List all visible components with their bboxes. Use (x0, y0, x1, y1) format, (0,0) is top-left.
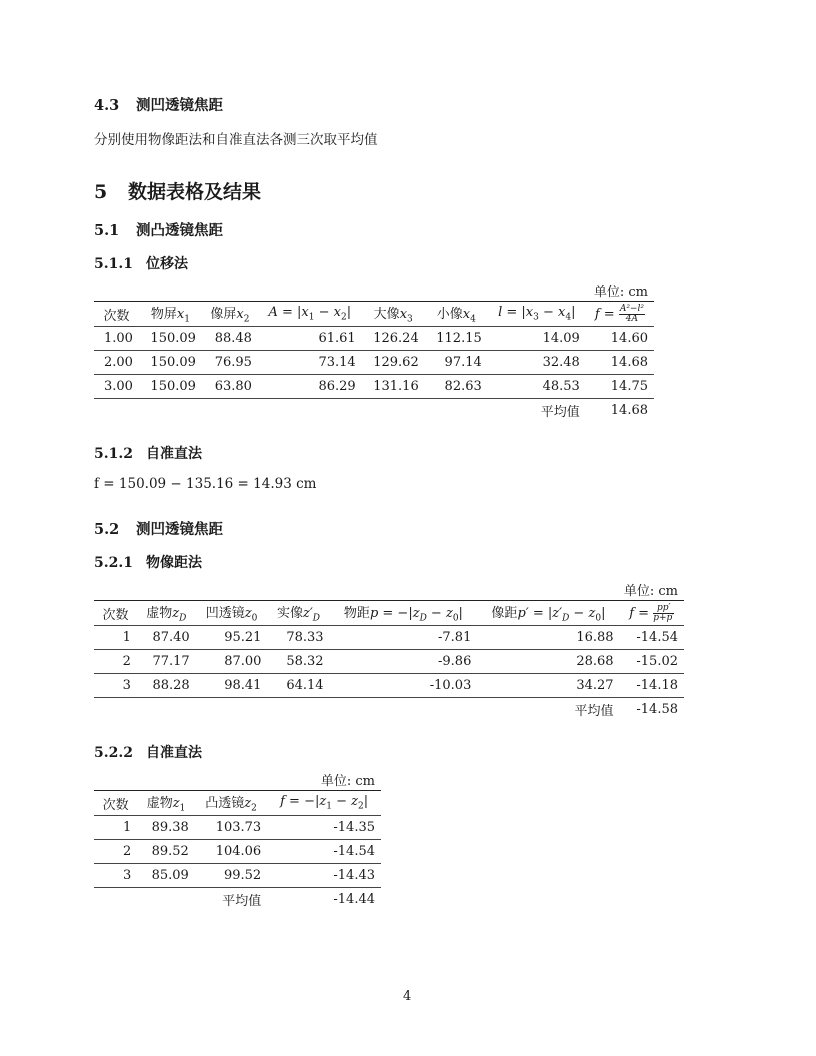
cell: 2 (94, 650, 137, 674)
section-title: 测凸透镜焦距 (136, 222, 223, 239)
table-row (94, 327, 654, 351)
cell: 89.38 (137, 816, 195, 840)
cell: 2.00 (94, 351, 139, 375)
section-number: 5.2.1 (94, 555, 133, 571)
cell: 87.00 (196, 650, 268, 674)
col-header: 小像$x_4$ (425, 302, 488, 327)
heading-5-1-2 (94, 443, 202, 463)
table-object-image-method (94, 578, 684, 721)
average-row (94, 698, 684, 722)
unit-label: 单位: cm (623, 583, 678, 599)
table-row (94, 650, 684, 674)
col-header: f = $\frac{\text{A²−l²}}{4A}$ (586, 302, 654, 327)
cell: 1 (94, 626, 137, 650)
cell: 28.68 (477, 650, 619, 674)
cell: 34.27 (477, 674, 619, 698)
cell: 150.09 (139, 351, 202, 375)
cell: 112.15 (425, 327, 488, 351)
cell: 3.00 (94, 375, 139, 399)
col-header: $l = |x_3 - x_4|$ (488, 302, 586, 327)
cell: 76.95 (202, 351, 258, 375)
cell: 32.48 (488, 351, 586, 375)
cell: 2 (94, 840, 137, 864)
col-header: 次数 (94, 791, 137, 816)
cell: 16.88 (477, 626, 619, 650)
cell: 3 (94, 864, 137, 888)
col-header: 次数 (94, 302, 139, 327)
cell: 89.52 (137, 840, 195, 864)
table-row (94, 864, 381, 888)
table-row (94, 626, 684, 650)
cell: 150.09 (139, 327, 202, 351)
formula-autocollimation: f = 150.09 − 135.16 = 14.93 cm (94, 476, 317, 492)
table-row (94, 351, 654, 375)
table-autocollimation-concave (94, 768, 381, 911)
cell: 85.09 (137, 864, 195, 888)
average-label: 平均值 (540, 405, 580, 420)
col-header: 凸透镜$z_2$ (195, 791, 267, 816)
cell: 73.14 (258, 351, 362, 375)
cell: 87.40 (137, 626, 196, 650)
col-header: 像距$p' = |z'_D - z_0|$ (477, 601, 619, 626)
cell: 48.53 (488, 375, 586, 399)
cell: 82.63 (425, 375, 488, 399)
cell: -14.18 (620, 674, 684, 698)
col-header: 物屏$x_1$ (139, 302, 202, 327)
table-row (94, 840, 381, 864)
average-value: -14.58 (636, 702, 678, 717)
heading-5 (94, 177, 261, 204)
table-row (94, 674, 684, 698)
cell: 95.21 (196, 626, 268, 650)
col-header: 实像$z'_D$ (267, 601, 329, 626)
cell: 98.41 (196, 674, 268, 698)
section-number: 5 (94, 181, 108, 203)
paragraph-4-3: 分别使用物像距法和自准直法各测三次取平均值 (94, 132, 378, 148)
cell: 97.14 (425, 351, 488, 375)
cell: 99.52 (195, 864, 267, 888)
cell: 3 (94, 674, 137, 698)
cell: 78.33 (267, 626, 329, 650)
cell: -7.81 (330, 626, 478, 650)
cell: 14.09 (488, 327, 586, 351)
section-number: 5.1.1 (94, 256, 133, 272)
section-title: 测凹透镜焦距 (136, 521, 223, 538)
section-number: 5.2.2 (94, 745, 133, 761)
col-header: 虚物$z_1$ (137, 791, 195, 816)
heading-4-3 (94, 94, 223, 115)
average-row (94, 399, 654, 423)
cell: 150.09 (139, 375, 202, 399)
section-title: 测凹透镜焦距 (136, 97, 223, 114)
heading-5-2 (94, 518, 223, 539)
cell: 58.32 (267, 650, 329, 674)
cell: 14.60 (586, 327, 654, 351)
cell: -14.54 (620, 626, 684, 650)
cell: 126.24 (362, 327, 425, 351)
cell: 1.00 (94, 327, 139, 351)
cell: 104.06 (195, 840, 267, 864)
col-header: 次数 (94, 601, 137, 626)
average-value: -14.44 (333, 892, 375, 907)
cell: 1 (94, 816, 137, 840)
col-header: 像屏$x_2$ (202, 302, 258, 327)
average-value: 14.68 (610, 403, 648, 418)
heading-5-2-2 (94, 742, 202, 762)
average-label: 平均值 (222, 894, 262, 909)
cell: 14.75 (586, 375, 654, 399)
section-number: 5.2 (94, 521, 120, 538)
cell: 129.62 (362, 351, 425, 375)
section-number: 5.1 (94, 222, 120, 239)
cell: 86.29 (258, 375, 362, 399)
section-title: 自准直法 (146, 446, 202, 462)
average-label: 平均值 (574, 704, 614, 719)
cell: -14.35 (267, 816, 381, 840)
cell: 77.17 (137, 650, 196, 674)
average-row (94, 888, 381, 912)
section-title: 自准直法 (146, 745, 202, 761)
table-row (94, 375, 654, 399)
cell: 103.73 (195, 816, 267, 840)
section-title: 数据表格及结果 (128, 181, 262, 203)
section-number: 5.1.2 (94, 446, 133, 462)
heading-5-1 (94, 219, 223, 240)
heading-5-2-1 (94, 552, 202, 572)
page-number: 4 (403, 989, 412, 1004)
cell: 88.48 (202, 327, 258, 351)
cell: -14.43 (267, 864, 381, 888)
section-number: 4.3 (94, 97, 120, 114)
col-header: 物距$p = -|z_D - z_0|$ (330, 601, 478, 626)
table-row (94, 816, 381, 840)
cell: -15.02 (620, 650, 684, 674)
section-title: 物像距法 (146, 555, 202, 571)
table-displacement-method (94, 279, 654, 422)
col-header: 凹透镜$z_0$ (196, 601, 268, 626)
unit-label: 单位: cm (593, 284, 648, 300)
col-header: $A = |x_1 - x_2|$ (258, 302, 362, 327)
cell: -10.03 (330, 674, 478, 698)
heading-5-1-1 (94, 253, 188, 273)
cell: 63.80 (202, 375, 258, 399)
cell: 131.16 (362, 375, 425, 399)
col-header: 大像$x_3$ (362, 302, 425, 327)
unit-label: 单位: cm (320, 773, 375, 789)
cell: -14.54 (267, 840, 381, 864)
cell: 14.68 (586, 351, 654, 375)
col-header: f = $\frac{pp'}{p+p'}$ (620, 601, 684, 626)
section-title: 位移法 (146, 256, 188, 272)
cell: -9.86 (330, 650, 478, 674)
cell: 64.14 (267, 674, 329, 698)
cell: 61.61 (258, 327, 362, 351)
col-header: 虚物$z_D$ (137, 601, 196, 626)
cell: 88.28 (137, 674, 196, 698)
col-header: $f = -|z_1 - z_2|$ (267, 791, 381, 816)
